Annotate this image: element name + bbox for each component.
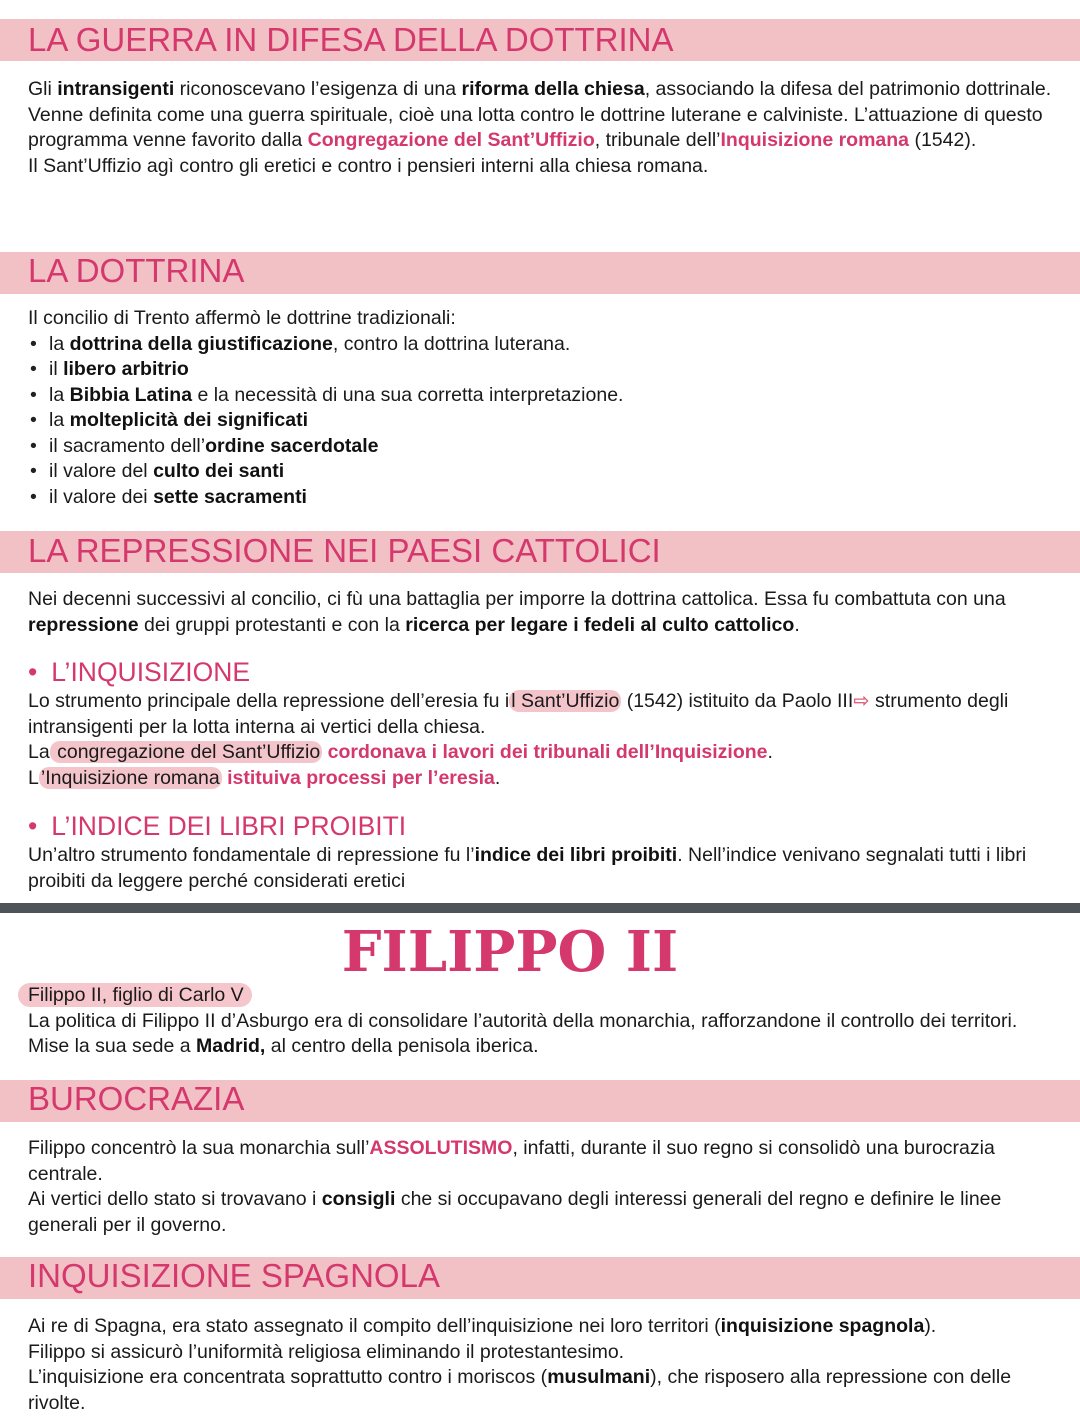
text-line: Ai vertici dello stato si trovavano i consigli che si occupavano degli interessi generali del regno e definire le linee generali per il governo.: [28, 1188, 1002, 1236]
section-title-repressione: LA REPRESSIONE NEI PAESI CATTOLICI: [28, 532, 661, 569]
text-line: Gli intransigenti riconoscevano l’esigenza di una riforma della chiesa, associando la difesa del patrimonio dottrinale.: [28, 78, 1052, 100]
list-item: • la molteplicità dei significati: [28, 408, 1058, 434]
list-item: • il sacramento dell’ordine sacerdotale: [28, 434, 1058, 460]
doctrine-list: [28, 332, 1058, 511]
paragraph-repressione: Nei decenni successivi al concilio, ci fù una battaglia per imporre la dottrina cattolica. Essa fu combattuta con una repressione dei gruppi protestanti e con la ricerca per legare i fedeli al culto cattolico.: [28, 588, 1006, 636]
list-item: • il valore del culto dei santi: [28, 459, 1058, 485]
section-title-burocrazia: BUROCRAZIA: [28, 1080, 245, 1117]
paragraph-inquisizione: [28, 689, 1058, 791]
paragraph-filippo: [28, 983, 1058, 1060]
text-line: [28, 983, 1058, 1009]
paragraph-guerra: [28, 77, 1058, 179]
text-line: Lo strumento principale della repressione dell’eresia fu i l Sant’Uffizio (1542) istituito da Paolo III⇨ strumento degli intransigenti per la lotta interna ai vertici della chiesa.: [28, 690, 1009, 738]
text-line: Venne definita come una guerra spirituale, cioè una lotta contro le dottrine luterane e calviniste. L’attuazione di questo programma venne favorito dalla Congregazione del Sant’Uffizio, tribunale dell’Inquisizione romana (1542).: [28, 103, 1043, 151]
text-line: Ai re di Spagna, era stato assegnato il compito dell’inquisizione nei loro territori (inquisizione spagnola).: [28, 1315, 937, 1337]
list-intro: Il concilio di Trento affermò le dottrine tradizionali:: [28, 307, 456, 329]
highlight-pill: Filippo II, figlio di Carlo V: [18, 983, 252, 1007]
section-title-guerra: LA GUERRA IN DIFESA DELLA DOTTRINA: [28, 21, 674, 58]
list-item: • il valore dei sette sacramenti: [28, 485, 1058, 511]
section-title-inquisizione-spagnola: INQUISIZIONE SPAGNOLA: [28, 1257, 440, 1294]
text-line: La congregazione del Sant’Uffizio cordonava i lavori dei tribunali dell’Inquisizione.: [28, 741, 773, 763]
paragraph-dottrina: [28, 306, 1058, 510]
paragraph-inquisizione-spagnola: [28, 1314, 1058, 1416]
paragraph-burocrazia: [28, 1136, 1058, 1238]
arrow-icon: ⇨: [853, 690, 870, 712]
list-item: • il libero arbitrio: [28, 357, 1058, 383]
page-title-filippo: FILIPPO II: [341, 919, 679, 985]
paragraph-indice: Un’altro strumento fondamentale di repressione fu l’indice dei libri proibiti. Nell’indice venivano segnalati tutti i libri proibiti da leggere perché considerati eretici: [28, 844, 1027, 892]
list-item: • la Bibbia Latina e la necessità di una sua corretta interpretazione.: [28, 383, 1058, 409]
list-item: • la dottrina della giustificazione, contro la dottrina luterana.: [28, 332, 1058, 358]
page-divider: [0, 903, 1080, 913]
text-line: La politica di Filippo II d’Asburgo era di consolidare l’autorità della monarchia, rafforzandone il controllo dei territori. Mise la sua sede a Madrid, al centro della penisola iberica.: [28, 1009, 1018, 1057]
text-line: Filippo concentrò la sua monarchia sull’ASSOLUTISMO, infatti, durante il suo regno si consolidò una burocrazia centrale.: [28, 1137, 995, 1185]
subsection-title-indice: • L’INDICE DEI LIBRI PROIBITI: [28, 811, 407, 841]
subsection-title-inquisizione: • L’INQUISIZIONE: [28, 657, 251, 687]
section-title-dottrina: LA DOTTRINA: [28, 252, 245, 289]
text-line: L’inquisizione era concentrata soprattutto contro i moriscos (musulmani), che risposero alla repressione con delle rivolte.: [28, 1366, 1012, 1414]
text-line: L ’Inquisizione romana istituiva processi per l’eresia.: [28, 766, 501, 789]
text-line: Filippo si assicurò l’uniformità religiosa eliminando il protestantesimo.: [28, 1340, 625, 1363]
text-line: Il Sant’Uffizio agì contro gli eretici e contro i pensieri interni alla chiesa romana.: [28, 154, 709, 177]
